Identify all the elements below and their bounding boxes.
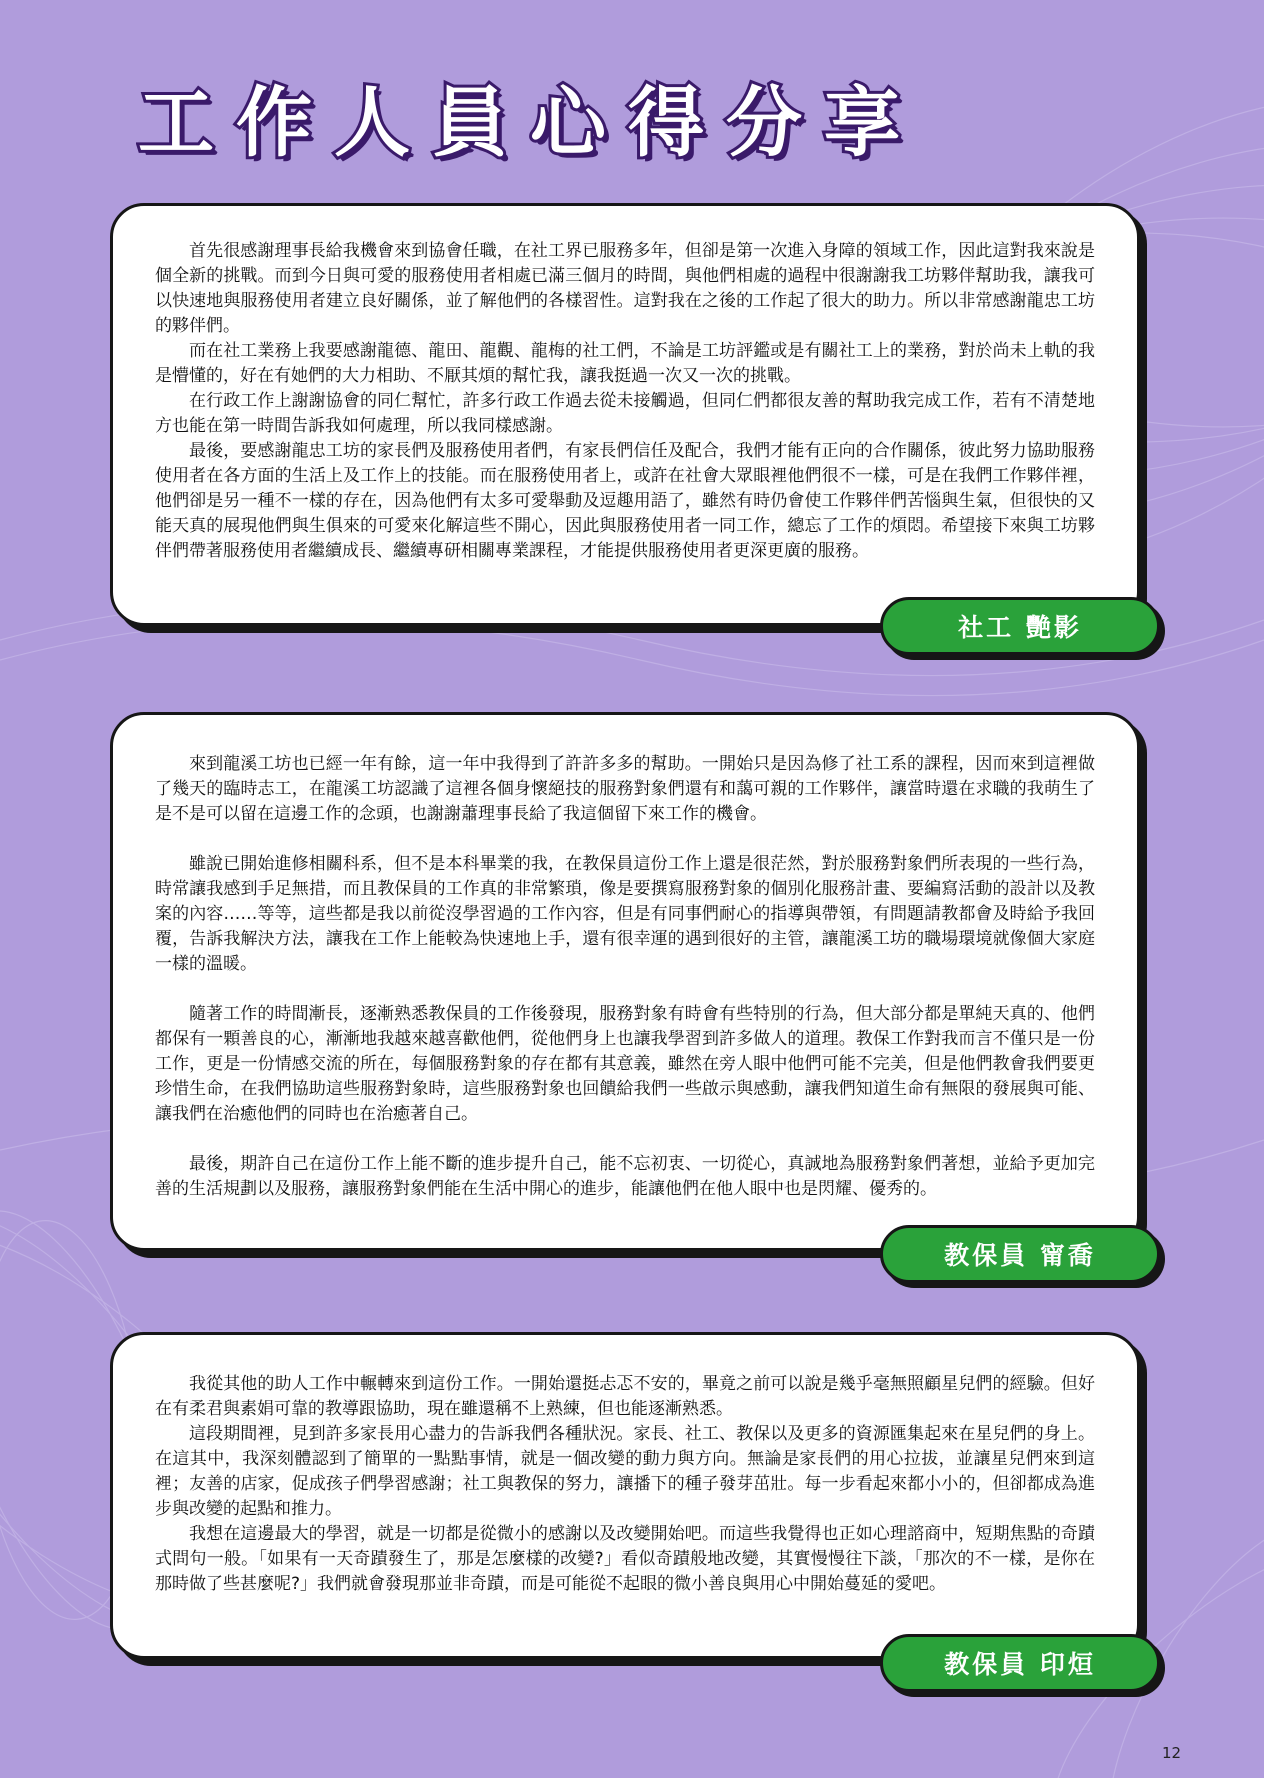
paragraph: 而在社工業務上我要感謝龍德、龍田、龍觀、龍梅的社工們，不論是工坊評鑑或是有關社工上的業務，對於尚未上軌的我是懵懂的，好在有她們的大力相助、不厭其煩的幫忙我，讓我挺過一次又一次的挑戰。 — [155, 341, 1095, 386]
testimonial-text-1 — [155, 239, 1095, 564]
author-tag-3: 教保員 印烜 — [880, 1634, 1160, 1692]
paragraph: 隨著工作的時間漸長，逐漸熟悉教保員的工作後發現，服務對象有時會有些特別的行為，但大部分都是單純天真的、他們都保有一顆善良的心，漸漸地我越來越喜歡他們，從他們身上也讓我學習到許多做人的道理。教保工作對我而言不僅只是一份工作，更是一份情感交流的所在，每個服務對象的存在都有其意義，雖然在旁人眼中他們可能不完美，但是他們教會我們要更珍惜生命，在我們協助這些服務對象時，這些服務對象也回饋給我們一些啟示與感動，讓我們知道生命有無限的發展與可能、讓我們在治癒他們的同時也在治癒著自己。 — [155, 1004, 1095, 1124]
paragraph: 最後，要感謝龍忠工坊的家長們及服務使用者們，有家長們信任及配合，我們才能有正向的合作關係，彼此努力協助服務使用者在各方面的生活上及工作上的技能。而在服務使用者上，或許在社會大眾眼裡他們很不一樣，可是在我們工作夥伴裡，他們卻是另一種不一樣的存在，因為他們有太多可愛舉動及逗趣用語了，雖然有時仍會使工作夥伴們苦惱與生氣，但很快的又能天真的展現他們與生俱來的可愛來化解這些不開心，因此與服務使用者一同工作，總忘了工作的煩悶。希望接下來與工坊夥伴們帶著服務使用者繼續成長、繼續專研相關專業課程，才能提供服務使用者更深更廣的服務。 — [155, 441, 1095, 561]
paragraph: 我從其他的助人工作中輾轉來到這份工作。一開始還挺忐忑不安的，畢竟之前可以說是幾乎毫無照顧星兒們的經驗。但好在有柔君與素娟可靠的教導跟協助，現在雖還稱不上熟練，但也能逐漸熟悉。 — [155, 1374, 1095, 1419]
author-tag-2: 教保員 甯喬 — [880, 1225, 1160, 1283]
testimonial-text-2 — [155, 752, 1095, 1202]
page-title: 工作人員心得分享 — [138, 78, 922, 167]
paragraph: 來到龍溪工坊也已經一年有餘，這一年中我得到了許許多多的幫助。一開始只是因為修了社工系的課程，因而來到這裡做了幾天的臨時志工，在龍溪工坊認識了這裡各個身懷絕技的服務對象們還有和藹可親的工作夥伴，讓當時還在求職的我萌生了是不是可以留在這邊工作的念頭，也謝謝蕭理事長給了我這個留下來工作的機會。 — [155, 754, 1095, 824]
testimonial-card-2 — [110, 712, 1140, 1251]
paragraph: 這段期間裡，見到許多家長用心盡力的告訴我們各種狀況。家長、社工、教保以及更多的資源匯集起來在星兒們的身上。在這其中，我深刻體認到了簡單的一點點事情，就是一個改變的動力與方向。無論是家長們的用心拉拔，並讓星兒們來到這裡；友善的店家，促成孩子們學習感謝；社工與教保的努力，讓播下的種子發芽茁壯。每一步看起來都小小的，但卻都成為進步與改變的起點和推力。 — [155, 1424, 1095, 1519]
testimonial-card-3 — [110, 1332, 1140, 1659]
paragraph: 雖說已開始進修相關科系，但不是本科畢業的我，在教保員這份工作上還是很茫然，對於服務對象們所表現的一些行為，時常讓我感到手足無措，而且教保員的工作真的非常繁瑣，像是要撰寫服務對象的個別化服務計畫、要編寫活動的設計以及教案的內容……等等，這些都是我以前從沒學習過的工作內容，但是有同事們耐心的指導與帶領，有問題請教都會及時給予我回覆，告訴我解決方法，讓我在工作上能較為快速地上手，還有很幸運的遇到很好的主管，讓龍溪工坊的職場環境就像個大家庭一樣的溫暖。 — [155, 854, 1095, 974]
testimonial-card-1 — [110, 203, 1140, 626]
paragraph: 我想在這邊最大的學習，就是一切都是從微小的感謝以及改變開始吧。而這些我覺得也正如心理諮商中，短期焦點的奇蹟式問句一般。「如果有一天奇蹟發生了，那是怎麼樣的改變?」看似奇蹟般地改變，其實慢慢往下談，「那次的不一樣，是你在那時做了些甚麼呢?」我們就會發現那並非奇蹟，而是可能從不起眼的微小善良與用心中開始蔓延的愛吧。 — [155, 1524, 1095, 1594]
author-tag-1: 社工 艷影 — [880, 597, 1160, 655]
paragraph: 在行政工作上謝謝協會的同仁幫忙，許多行政工作過去從未接觸過，但同仁們都很友善的幫助我完成工作，若有不清楚地方也能在第一時間告訴我如何處理，所以我同樣感謝。 — [155, 391, 1095, 436]
paragraph: 首先很感謝理事長給我機會來到協會任職，在社工界已服務多年，但卻是第一次進入身障的領域工作，因此這對我來說是個全新的挑戰。而到今日與可愛的服務使用者相處已滿三個月的時間，與他們相處的過程中很謝謝我工坊夥伴幫助我，讓我可以快速地與服務使用者建立良好關係，並了解他們的各樣習性。這對我在之後的工作起了很大的助力。所以非常感謝龍忠工坊的夥伴們。 — [155, 241, 1095, 336]
paragraph: 最後，期許自己在這份工作上能不斷的進步提升自己，能不忘初衷、一切從心，真誠地為服務對象們著想，並給予更加完善的生活規劃以及服務，讓服務對象們能在生活中開心的進步，能讓他們在他人眼中也是閃耀、優秀的。 — [155, 1154, 1095, 1199]
testimonial-text-3 — [155, 1372, 1095, 1597]
page-number: 12 — [1162, 1744, 1182, 1762]
